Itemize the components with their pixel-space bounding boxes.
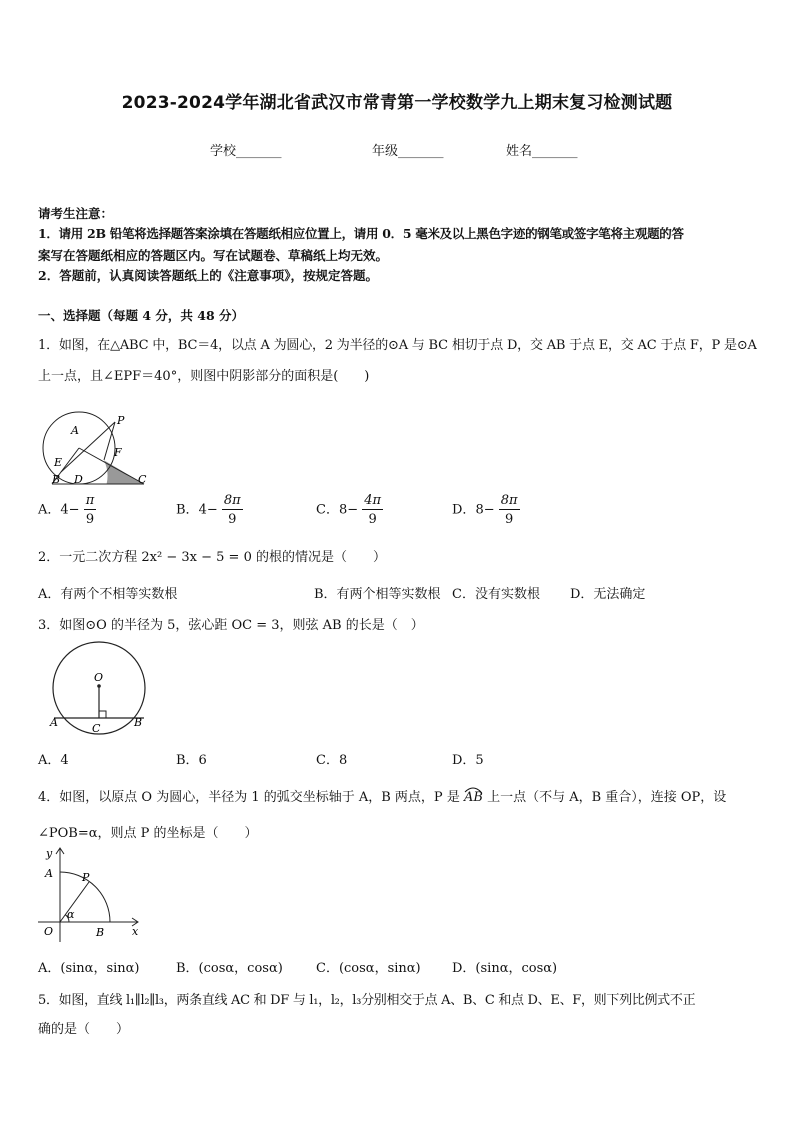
q2-option-c: C．没有实数根	[452, 587, 540, 602]
q3-stem: 3．如图⊙O 的半径为 5，弦心距 OC = 3，则弦 AB 的长是（ ）	[38, 618, 424, 633]
q4-stem-line-1: 4．如图，以原点 O 为圆心，半径为 1 的弧交坐标轴于 A，B 两点，P 是 AB 上一点（不与 A，B 重合），连接 OP，设	[38, 786, 726, 805]
q3-option-a: A．4	[38, 753, 69, 768]
notice-line-1: 1．请用 2B 铅笔将选择题答案涂填在答题纸相应位置上，请用 0．5 毫米及以上黑色字迹的钢笔或签字笔将主观题的答	[38, 226, 684, 241]
q4-label-alpha: α	[67, 908, 75, 921]
q1-stem-line-1: 1．如图，在△ABC 中，BC＝4，以点 A 为圆心，2 为半径的⊙A 与 BC 相切于点 D，交 AB 于点 E，交 AC 于点 F，P 是⊙A	[38, 338, 757, 353]
q1-label-A: A	[71, 424, 79, 437]
q3-option-c: C．8	[316, 753, 348, 768]
q1-stem-line-2: 上一点，且∠EPF＝40°，则图中阴影部分的面积是( )	[38, 369, 370, 384]
q2-option-d: D．无法确定	[570, 587, 646, 602]
grade-field: 年级_______	[372, 144, 444, 159]
q1-option-b: B．4− $\frac{8\pi}{9}$	[176, 493, 241, 527]
q3-label-O: O	[94, 671, 104, 684]
arc-ab-notation: AB	[463, 790, 483, 805]
q4-stem-line-2: ∠POB=α，则点 P 的坐标是（ ）	[38, 826, 258, 841]
q4-figure	[34, 844, 144, 944]
q1-option-a: A．4− $\frac{\pi}{9}$	[38, 493, 95, 527]
q4-label-O: O	[44, 925, 54, 938]
q1-option-c: C．8− $\frac{4\pi}{9}$	[316, 493, 382, 527]
q2-option-b: B．有两个相等实数根	[314, 587, 441, 602]
q4-option-d: D．(sinα，cosα)	[452, 961, 558, 976]
q4-label-x: x	[132, 925, 139, 938]
q2-stem: 2．一元二次方程 2x² − 3x − 5 = 0 的根的情况是（ ）	[38, 550, 386, 565]
q1-label-C: C	[138, 473, 147, 486]
school-field: 学校_______	[210, 144, 282, 159]
q1-option-d: D．8− $\frac{8\pi}{9}$	[452, 493, 518, 527]
q3-label-B: B	[134, 716, 143, 729]
notice-line-2: 案写在答题纸相应的答题区内。写在试题卷、草稿纸上均无效。	[38, 248, 389, 263]
notice-heading: 请考生注意：	[38, 206, 114, 221]
q4-option-b: B．(cosα，cosα)	[176, 961, 283, 976]
name-field: 姓名_______	[506, 144, 578, 159]
q1-label-B: B	[52, 473, 61, 486]
q1-figure	[34, 394, 158, 488]
q3-label-C: C	[92, 722, 101, 735]
q1-label-D: D	[74, 473, 83, 486]
q1-label-E: E	[54, 456, 63, 469]
notice-line-3: 2．答题前，认真阅读答题纸上的《注意事项》，按规定答题。	[38, 268, 378, 283]
q3-label-A: A	[50, 716, 58, 729]
q5-stem-line-1: 5．如图，直线 l₁∥l₂∥l₃，两条直线 AC 和 DF 与 l₁，l₂，l₃分别相交于点 A、B、C 和点 D、E、F，则下列比例式不正	[38, 993, 696, 1008]
q2-option-a: A．有两个不相等实数根	[38, 587, 178, 602]
q1-label-F: F	[114, 446, 122, 459]
q4-label-P: P	[82, 871, 90, 884]
q5-stem-line-2: 确的是（ ）	[38, 1022, 130, 1037]
q1-label-P: P	[117, 414, 125, 427]
q3-figure	[42, 640, 152, 736]
q3-option-d: D．5	[452, 753, 484, 768]
q4-option-a: A．(sinα，sinα)	[38, 961, 140, 976]
page-title: 2023-2024学年湖北省武汉市常青第一学校数学九上期末复习检测试题	[121, 93, 673, 113]
q4-option-c: C．(cosα，sinα)	[316, 961, 421, 976]
q4-label-A: A	[45, 867, 53, 880]
q4-label-y: y	[46, 847, 53, 860]
section-heading: 一、选择题（每题 4 分，共 48 分）	[38, 308, 245, 323]
q3-option-b: B．6	[176, 753, 207, 768]
q4-label-B: B	[96, 926, 105, 939]
